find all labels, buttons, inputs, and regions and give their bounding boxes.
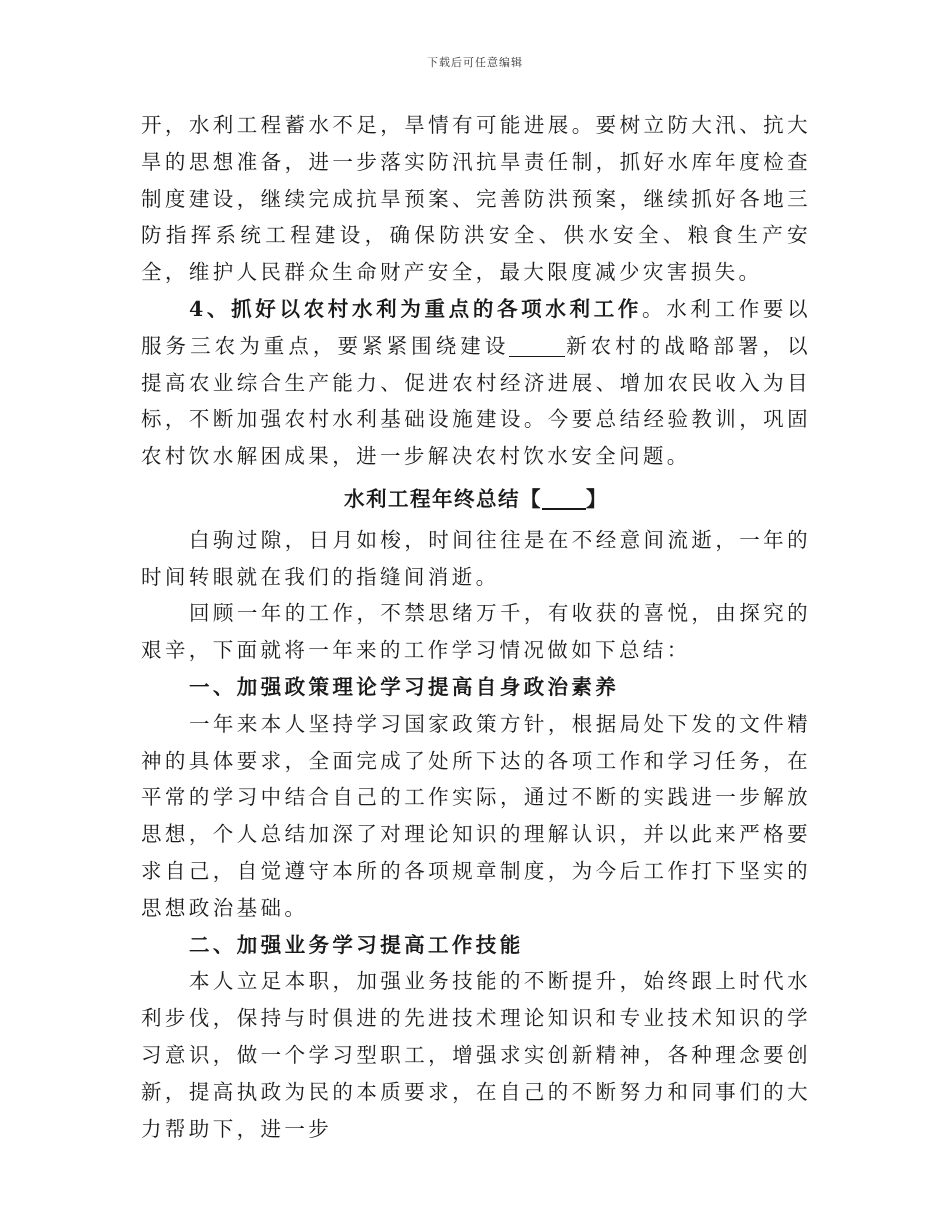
section-heading-skills: 二、加强业务学习提高工作技能 [189, 932, 524, 957]
title-blank-line [542, 486, 586, 510]
document-body [141, 107, 811, 1147]
paragraph-time-passing: 白驹过隙，日月如梭，时间往往是在不经意间流逝，一年的时间转眼就在我们的指缝间消逝。 [141, 527, 811, 589]
document-title-close: 】 [586, 486, 608, 511]
document-title-text: 水利工程年终总结【 [344, 486, 542, 511]
rural-water-lead: 4、抓好以农村水利为重点的各项水利工作 [189, 296, 643, 321]
page-header-note: 下载后可任意编辑 [427, 56, 523, 69]
rural-water-text-b: 新农村的战略部署，以提高农业综合生产能力、促进农村经济进展、增加农民收入为目标，不断加强农村水利基础设施建设。今要总结经验教训，巩固农村饮水解困成果，进一步解决农村饮水安全问题。 [141, 333, 812, 469]
document-title [141, 481, 811, 518]
paragraph-policy-study: 一年来本人坚持学习国家政策方针，根据局处下发的文件精神的具体要求，全面完成了处所下达的各项工作和学习任务，在平常的学习中结合自己的工作实际，通过不断的实践进一步解放思想，个人总结加深了对理论知识的理解认识，并以此来严格要求自己，自觉遵守本所的各项规章制度，为今后工作打下坚实的思想政治基础。 [141, 711, 811, 920]
paragraph-rural-water [141, 291, 811, 475]
paragraph-skills-study: 本人立足本职，加强业务技能的不断提升，始终跟上时代水利步伐，保持与时俱进的先进技术理论知识和专业技术知识的学习意识，做一个学习型职工，增强求实创新精神，各种理念要创新，提高执政为民的本质要求，在自己的不断努力和同事们的大力帮助下，进一步 [141, 969, 811, 1141]
rural-water-text-a: 。水利工作要以服务三农为重点，要紧紧围绕建设 [141, 296, 811, 358]
paragraph-flood-control: 开，水利工程蓄水不足，旱情有可能进展。要树立防大汛、抗大旱的思想准备，进一步落实防汛抗旱责任制，抓好水库年度检查制度建设，继续完成抗旱预案、完善防洪预案，继续抓好各地三防指挥系统工程建设，确保防洪安全、供水安全、粮食生产安全，维护人民群众生命财产安全，最大限度减少灾害损失。 [141, 113, 811, 285]
paragraph-review: 回顾一年的工作，不禁思绪万千，有收获的喜悦，由探究的艰辛，下面就将一年来的工作学习情况做如下总结： [141, 601, 811, 663]
section-heading-policy: 一、加强政策理论学习提高自身政治素养 [189, 674, 620, 699]
blank-fill-line [509, 336, 565, 357]
